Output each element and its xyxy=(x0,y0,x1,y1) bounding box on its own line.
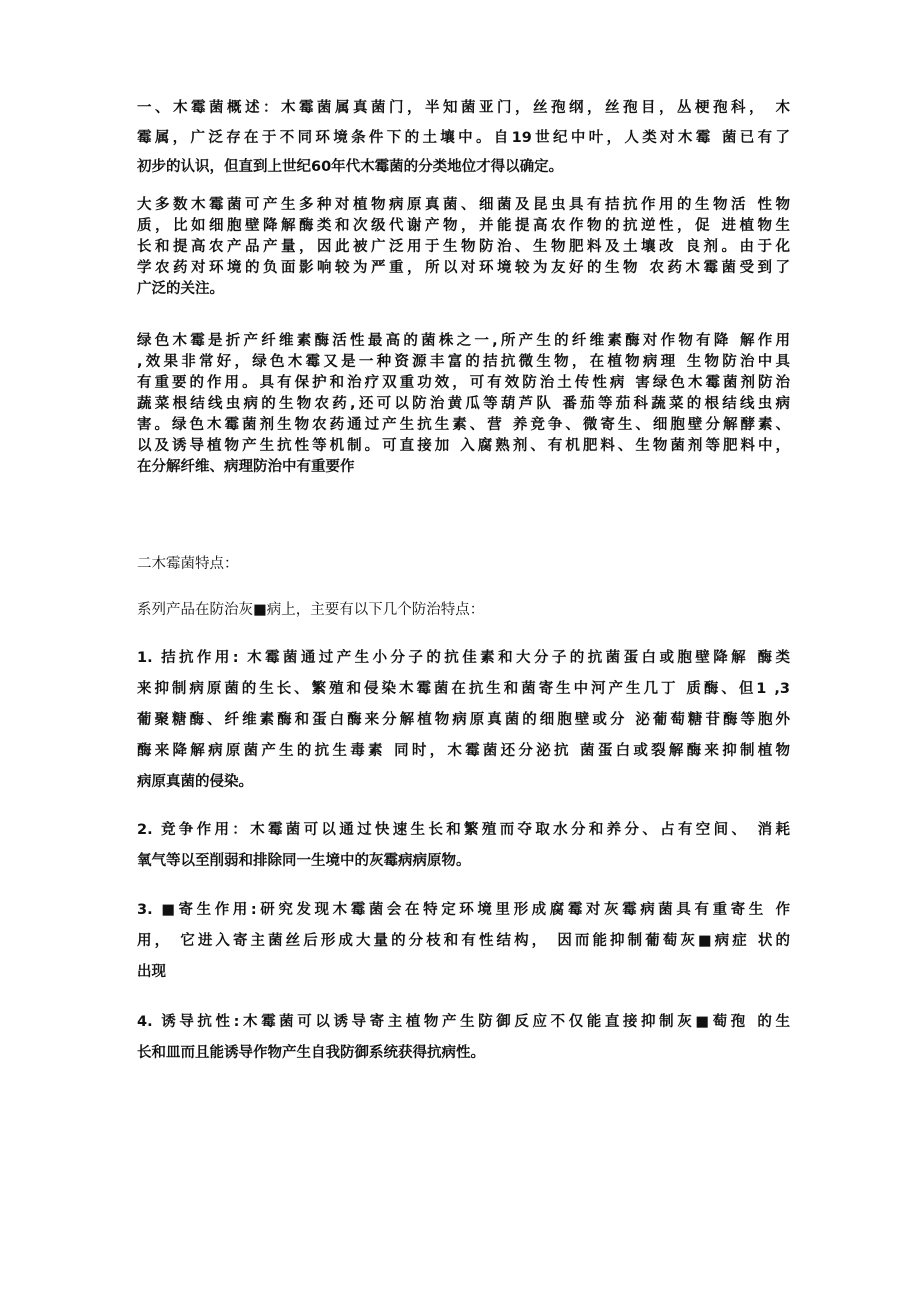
text-line: 长和提高农产品产量，因此被广泛用于生物防治、生物肥料及土壤改 良剂。由于化 xyxy=(137,239,790,255)
text-line: 病原真菌的侵染。 xyxy=(137,774,253,790)
text-line: 害。绿色木霉菌剂生物农药通过产生抗生素、营 养竞争、微寄生、细胞壁分解酵素、 xyxy=(137,417,790,433)
text-line: 长和皿而且能诱导作物产生自我防御系统获得抗病性。 xyxy=(137,1045,485,1061)
text-line: 霉属，广泛存在于不同环境条件下的土壤中。自19世纪中叶，人类对木霉 菌已有了 xyxy=(137,129,790,146)
text-line: ,效果非常好，绿色木霉又是一种资源丰富的拮抗微生物，在植物病理 生物防治中具 xyxy=(137,354,790,370)
text-line: 学农药对环境的负面影响较为严重，所以对环境较为友好的生物 农药木霉菌受到了 xyxy=(137,260,790,276)
text-line: 大多数木霉菌可产生多种对植物病原真菌、细菌及昆虫具有拮抗作用的生物活 性物 xyxy=(137,197,790,213)
text-line: 出现 xyxy=(137,964,166,980)
feature-item-3 xyxy=(137,895,790,988)
feature-item-2 xyxy=(137,815,790,877)
text-line: 酶来降解病原菌产生的抗生毒素 同时，木霉菌还分泌抗 菌蛋白或裂解酶来抑制植物 xyxy=(137,743,790,759)
text-line: 以及诱导植物产生抗性等机制。可直接加 入腐熟剂、有机肥料、生物菌剂等肥料中， xyxy=(137,438,790,454)
text-line: 初步的认识，但直到上世纪60年代木霉菌的分类地位才得以确定。 xyxy=(137,159,564,175)
text-line: 来抑制病原菌的生长、繁殖和侵染木霉菌在抗生和菌寄生中河产生几丁 质酶、但1 ,3 xyxy=(137,681,790,697)
text-line: 2. 竞争作用：木霉菌可以通过快速生长和繁殖而夺取水分和养分、占有空间、 消耗 xyxy=(137,822,790,838)
text-line: 在分解纤维、病理防治中有重要作 xyxy=(137,459,355,475)
text-line: 广泛的关注。 xyxy=(137,281,224,297)
feature-item-1 xyxy=(137,643,790,798)
text-line: 4. 诱导抗性:木霉菌可以诱导寄主植物产生防御反应不仅能直接抑制灰■萄孢 的生 xyxy=(137,1014,790,1030)
text-line: 一、木霉菌概述：木霉菌属真菌门，半知菌亚门，丝孢纲，丝孢目，丛梗孢科， 木 xyxy=(137,100,790,116)
text-line: 用， 它进入寄主菌丝后形成大量的分枝和有性结构， 因而能抑制葡萄灰■病症 状的 xyxy=(137,933,790,949)
text-line: 葡聚糖酶、纤维素酶和蛋白酶来分解植物病原真菌的细胞壁或分 泌葡萄糖苷酶等胞外 xyxy=(137,712,790,728)
text-line: 绿色木霉是折产纤维素酶活性最高的菌株之一,所产生的纤维素酶对作物有降 解作用 xyxy=(137,333,790,349)
text-line: 3. ■寄生作用:研究发现木霉菌会在特定环境里形成腐霉对灰霉病菌具有重寄生 作 xyxy=(137,902,790,918)
green-trichoderma-paragraph xyxy=(137,331,790,478)
overview-paragraph xyxy=(137,195,790,300)
section-2-intro: 系列产品在防治灰■病上，主要有以下几个防治特点： xyxy=(137,602,485,618)
feature-item-4 xyxy=(137,1007,790,1069)
text-line: 质，比如细胞壁降解酶类和次级代谢产物，并能提高农作物的抗逆性，促 进植物生 xyxy=(137,218,790,234)
intro-paragraph xyxy=(137,94,790,183)
text-line: 有重要的作用。具有保护和治疗双重功效，可有效防治土传性病 害绿色木霉菌剂防治 xyxy=(137,375,790,391)
text-line: 氧气等以至削弱和排除同一生境中的灰霉病病原物。 xyxy=(137,853,471,869)
text-line: 1. 拮抗作用: 木霉菌通过产生小分子的抗佳素和大分子的抗菌蛋白或胞壁降解 酶类 xyxy=(137,650,790,666)
section-2-title: 二木霉菌特点： xyxy=(137,556,239,572)
text-line: 蔬菜根结线虫病的生物农药,还可以防治黄瓜等葫芦队 番茄等茄科蔬菜的根结线虫病 xyxy=(137,396,790,412)
